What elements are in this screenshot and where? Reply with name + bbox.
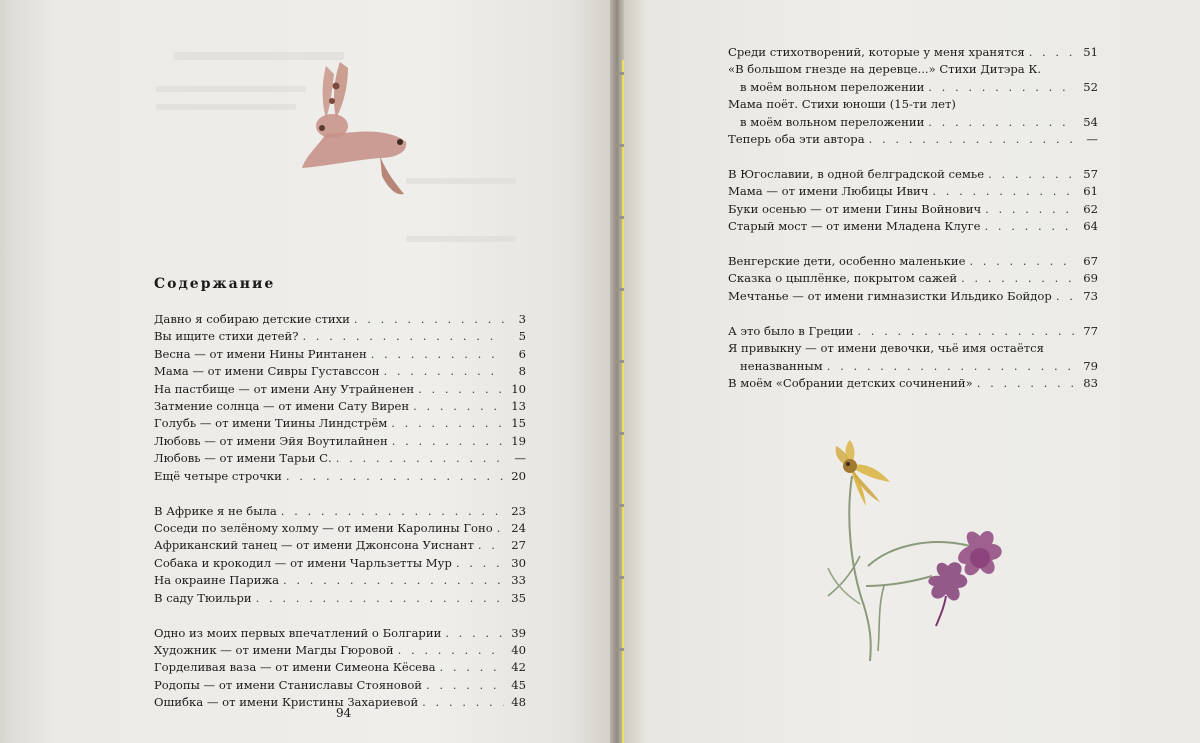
toc-entry — [154, 642, 526, 659]
toc-entry-title: В Африке я не была — [154, 503, 277, 518]
dot-leader — [439, 659, 504, 676]
toc-entry-row — [728, 131, 1098, 148]
toc-entry — [728, 323, 1098, 340]
toc-entry-page: 61 — [1083, 184, 1098, 199]
toc-entry-title: Соседи по зелёному холму — от имени Каролины Гоно — [154, 520, 493, 535]
toc-entry — [154, 590, 526, 607]
toc-entry-title: На пастбище — от имени Ану Утрайненен — [154, 381, 415, 396]
toc-entry — [154, 572, 526, 589]
toc-entry-title: В моём «Собрании детских сочинений» — [728, 376, 973, 390]
dot-leader — [286, 468, 504, 485]
toc-entry-page: 69 — [1083, 271, 1098, 286]
toc-entry-title: Горделивая ваза — от имени Симеона Кёсева — [154, 660, 436, 675]
toc-entry-row — [728, 253, 1098, 270]
toc-entry — [728, 96, 1098, 131]
page-number: 94 — [336, 706, 352, 720]
toc-entry — [728, 131, 1098, 148]
toc-entry-row — [154, 363, 526, 380]
dot-leader — [354, 311, 504, 328]
toc-entry-title: Любовь — от имени Тарьи С. — [154, 451, 332, 466]
toc-entry-page: 20 — [511, 468, 526, 483]
toc-entry-page: 45 — [511, 677, 526, 692]
toc-entry-row — [154, 555, 526, 572]
toc-entry-page: 64 — [1083, 219, 1098, 234]
toc-entry-row — [154, 468, 526, 485]
toc-entry-row — [728, 288, 1098, 305]
toc-entry-page: 51 — [1083, 45, 1098, 59]
toc-entry-row — [154, 625, 526, 642]
toc-entry-row — [728, 375, 1098, 392]
dot-leader — [977, 375, 1076, 392]
dot-leader — [336, 450, 504, 467]
toc-entry-row — [728, 323, 1098, 340]
show-through-shadow — [406, 236, 516, 242]
toc-entry-page: 40 — [511, 642, 526, 657]
toc-entry-title: Вы ищите стихи детей? — [154, 329, 299, 344]
dot-leader — [256, 590, 504, 607]
toc-entry-page: 62 — [1083, 201, 1098, 216]
toc-entry-title: В саду Тюильри — [154, 590, 252, 605]
toc-entry-title: Венгерские дети, особенно маленькие — [728, 254, 966, 269]
toc-entry-page: 67 — [1083, 254, 1098, 269]
toc-entry — [154, 555, 526, 572]
show-through-shadow — [406, 178, 516, 184]
toc-entry-title: Ещё четыре строчки — [154, 468, 282, 483]
toc-entry-title: Давно я собираю детские стихи — [154, 312, 350, 326]
toc-entry — [728, 201, 1098, 218]
toc-entry-row — [154, 677, 526, 694]
toc-entry-title: Весна — от имени Нины Ринтанен — [154, 346, 367, 361]
dot-leader — [928, 79, 1076, 96]
toc-entry — [154, 433, 526, 450]
toc-entry-row — [154, 503, 526, 520]
toc-entry-page: — — [1086, 132, 1098, 147]
toc-group-spacer — [728, 236, 1098, 254]
dot-leader — [1029, 44, 1076, 61]
toc-entry-title: Мама — от имени Сивры Густавссон — [154, 364, 380, 379]
dot-leader — [857, 323, 1076, 340]
dot-leader — [969, 253, 1076, 270]
toc-entry-page: 15 — [511, 416, 526, 431]
toc-entry-title-continuation: в моём вольном переложении — [740, 79, 925, 94]
toc-entry-title-continuation: неназванным — [740, 358, 823, 373]
toc-entry-page: 10 — [511, 381, 526, 396]
toc-entry — [728, 270, 1098, 287]
toc-entry-title: Теперь оба эти автора — [728, 132, 865, 147]
dot-leader — [391, 415, 504, 432]
toc-entry — [728, 253, 1098, 270]
toc-entry — [154, 450, 526, 467]
toc-entry — [154, 659, 526, 676]
toc-entry-title: А это было в Греции — [728, 323, 854, 338]
dot-leader — [281, 503, 504, 520]
dot-leader — [413, 398, 504, 415]
toc-group-spacer — [728, 305, 1098, 323]
toc-entry — [728, 166, 1098, 183]
toc-entry-page: 13 — [511, 399, 526, 414]
dot-leader — [497, 520, 504, 537]
left-page — [6, 0, 612, 743]
toc-entry — [154, 677, 526, 694]
toc-entry-title: Африканский танец — от имени Джонсона Уиснант — [154, 538, 474, 553]
toc-entry-page: 48 — [511, 695, 526, 710]
toc-entry-title: Мечтанье — от имени гимназистки Ильдико Бойдор — [728, 288, 1052, 303]
toc-entry — [728, 288, 1098, 305]
toc-entry-row — [154, 381, 526, 398]
toc-entry-row — [728, 79, 1098, 96]
toc-entry-page: 24 — [511, 520, 526, 535]
toc-entry-page: 27 — [511, 538, 526, 553]
toc-entry — [154, 468, 526, 485]
toc-entry-page: — — [514, 451, 526, 466]
toc-entry — [154, 520, 526, 537]
dot-leader — [426, 677, 504, 694]
toc-entry-row — [728, 201, 1098, 218]
toc-entry-row — [728, 270, 1098, 287]
toc-entry-title: Родопы — от имени Станиславы Стояновой — [154, 677, 423, 692]
contents-heading: Содержание — [154, 276, 276, 292]
dot-leader — [869, 131, 1076, 148]
toc-entry-page: 77 — [1083, 323, 1098, 338]
show-through-shadow — [156, 104, 296, 110]
toc-entry — [728, 340, 1098, 375]
toc-entry-row — [154, 398, 526, 415]
toc-entry-row — [154, 311, 526, 328]
toc-entry-title: Старый мост — от имени Младена Клуге — [728, 219, 981, 234]
toc-entry-page: 33 — [511, 573, 526, 588]
toc-entry-row — [154, 537, 526, 554]
toc-entry-title: Затмение солнца — от имени Сату Вирен — [154, 399, 410, 414]
toc-entry-title: Собака и крокодил — от имени Чарльзетты Мур — [154, 555, 452, 570]
toc-entry-page: 54 — [1083, 114, 1098, 129]
toc-entry-row — [154, 642, 526, 659]
dot-leader — [985, 218, 1076, 235]
toc-entry-page: 42 — [511, 660, 526, 675]
toc-entry — [154, 503, 526, 520]
toc-entry-title: Мама поёт. Стихи юноши (15-ти лет) — [728, 97, 956, 112]
toc-entry-row — [154, 346, 526, 363]
toc-entry-row — [728, 166, 1098, 183]
toc-entry-title: Мама — от имени Любицы Ивич — [728, 184, 929, 199]
toc-entry-page: 23 — [511, 503, 526, 518]
toc-entry-row — [154, 520, 526, 537]
dot-leader — [398, 642, 504, 659]
toc-entry-page: 52 — [1083, 79, 1098, 94]
right-toc-list — [728, 44, 1098, 392]
toc-entry-title: Я привыкну — от имени девочки, чьё имя остаётся — [728, 341, 1044, 356]
toc-group-spacer — [154, 607, 526, 625]
rabbit-illustration — [296, 56, 416, 206]
dot-leader — [392, 433, 504, 450]
dot-leader — [988, 166, 1076, 183]
toc-entry — [154, 311, 526, 328]
dot-leader — [928, 114, 1076, 131]
toc-entry-page: 30 — [511, 555, 526, 570]
toc-entry-title: На окраине Парижа — [154, 573, 280, 588]
toc-entry-page: 39 — [511, 625, 526, 640]
toc-entry — [154, 415, 526, 432]
dot-leader — [418, 381, 504, 398]
toc-entry-row — [154, 415, 526, 432]
toc-entry-page: 57 — [1083, 166, 1098, 181]
left-toc-list — [154, 311, 526, 712]
toc-entry-page: 8 — [518, 364, 526, 379]
toc-entry — [154, 328, 526, 345]
right-page — [624, 0, 1200, 743]
dot-leader — [371, 346, 504, 363]
toc-group-spacer — [154, 485, 526, 503]
toc-entry-row — [154, 433, 526, 450]
toc-entry — [728, 375, 1098, 392]
toc-entry-page: 79 — [1083, 358, 1098, 373]
dot-leader — [422, 694, 504, 711]
toc-entry-page: 35 — [511, 590, 526, 605]
dot-leader — [478, 537, 504, 554]
toc-entry-row — [728, 183, 1098, 200]
toc-entry-title: Среди стихотворений, которые у меня хранятся — [728, 45, 1025, 59]
dot-leader — [445, 625, 504, 642]
toc-entry — [728, 61, 1098, 96]
toc-entry — [154, 625, 526, 642]
dot-leader — [302, 328, 504, 345]
toc-entry-title: Любовь — от имени Эйя Воутилайнен — [154, 433, 388, 448]
toc-entry-row — [728, 218, 1098, 235]
toc-entry-page: 73 — [1083, 288, 1098, 303]
show-through-shadow — [156, 86, 306, 92]
dot-leader — [961, 270, 1076, 287]
toc-entry-row — [154, 659, 526, 676]
toc-entry-title: Буки осенью — от имени Гины Войнович — [728, 201, 982, 216]
toc-entry-title: Художник — от имени Магды Гюровой — [154, 642, 394, 657]
toc-entry — [154, 398, 526, 415]
toc-entry — [728, 218, 1098, 235]
toc-entry-row — [154, 572, 526, 589]
dot-leader — [384, 363, 504, 380]
toc-entry-row — [728, 114, 1098, 131]
toc-entry-title: Ошибка — от имени Кристины Захариевой — [154, 695, 419, 710]
toc-entry-title: Сказка о цыплёнке, покрытом сажей — [728, 271, 958, 286]
dot-leader — [1056, 288, 1076, 305]
toc-entry-row — [154, 450, 526, 467]
toc-entry-title: В Югославии, в одной белградской семье — [728, 166, 985, 181]
toc-entry-page: 6 — [518, 346, 526, 361]
toc-entry-row — [154, 328, 526, 345]
flowers-illustration — [820, 436, 1030, 671]
dot-leader — [827, 358, 1076, 375]
toc-entry-title: «В большом гнезде на деревце...» Стихи Дитэра К. — [728, 62, 1042, 77]
dot-leader — [932, 183, 1076, 200]
toc-entry-row — [154, 590, 526, 607]
toc-entry — [154, 381, 526, 398]
toc-entry-page: 5 — [518, 329, 526, 344]
toc-entry-page: 3 — [518, 312, 526, 326]
toc-entry-title-continuation: в моём вольном переложении — [740, 114, 925, 129]
toc-entry — [154, 346, 526, 363]
dot-leader — [283, 572, 504, 589]
toc-entry — [154, 537, 526, 554]
toc-entry-page: 83 — [1083, 376, 1098, 390]
toc-entry-page: 19 — [511, 433, 526, 448]
toc-entry — [728, 44, 1098, 61]
toc-entry-title: Голубь — от имени Тиины Линдстрём — [154, 416, 388, 431]
toc-entry-row — [728, 358, 1098, 375]
toc-entry — [728, 183, 1098, 200]
toc-group-spacer — [728, 148, 1098, 166]
toc-entry-title: Одно из моих первых впечатлений о Болгарии — [154, 625, 442, 640]
dot-leader — [456, 555, 504, 572]
toc-entry-row — [728, 44, 1098, 61]
toc-entry — [154, 363, 526, 380]
dot-leader — [985, 201, 1076, 218]
